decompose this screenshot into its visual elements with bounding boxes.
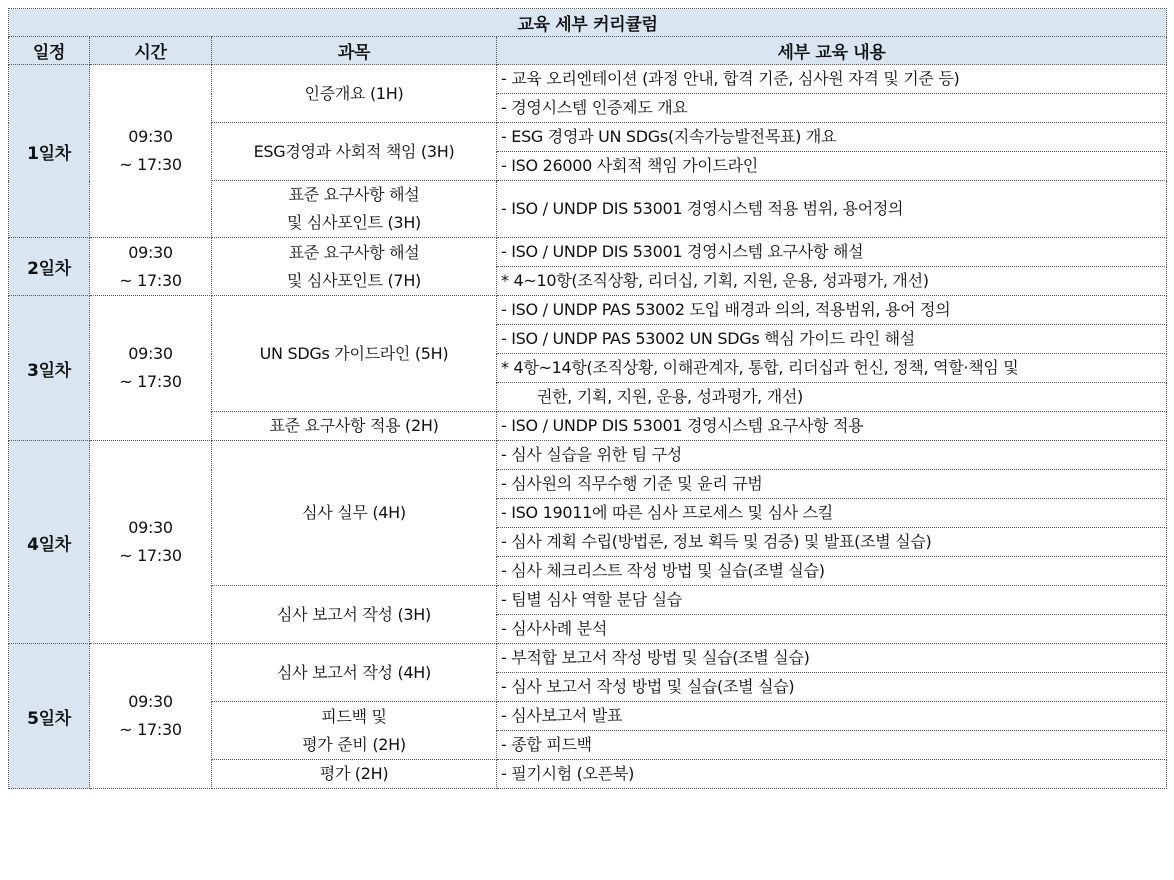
detail-line: - 종합 피드백 (497, 731, 1167, 760)
detail-line: - 심사사례 분석 (497, 615, 1167, 644)
table-row (9, 296, 1167, 325)
subject-line: 및 심사포인트 (3H) (286, 213, 421, 232)
time-end: ~ 17:30 (119, 546, 182, 565)
day-5-label: 5일차 (9, 644, 90, 789)
subject-cell: 심사 실무 (4H) (212, 441, 497, 586)
day-4-label: 4일차 (9, 441, 90, 644)
subject-cell: UN SDGs 가이드라인 (5H) (212, 296, 497, 412)
detail-line: - ISO / UNDP DIS 53001 경영시스템 요구사항 해설 (497, 238, 1167, 267)
detail-line: * 4~10항(조직상황, 리더십, 기획, 지원, 운용, 성과평가, 개선) (497, 267, 1167, 296)
detail-line: 권한, 기획, 지원, 운용, 성과평가, 개선) (497, 383, 1167, 412)
detail-line: - ISO / UNDP DIS 53001 경영시스템 적용 범위, 용어정의 (497, 181, 1167, 238)
header-subject: 과목 (212, 37, 497, 65)
subject-cell: 표준 요구사항 적용 (2H) (212, 412, 497, 441)
subject-cell (212, 238, 497, 296)
subject-cell: 심사 보고서 작성 (3H) (212, 586, 497, 644)
detail-line: - ISO / UNDP DIS 53001 경영시스템 요구사항 적용 (497, 412, 1167, 441)
detail-line: - 심사 계획 수립(방법론, 정보 획득 및 검증) 및 발표(조별 실습) (497, 528, 1167, 557)
header-schedule: 일정 (9, 37, 90, 65)
time-start: 09:30 (128, 344, 173, 363)
subject-cell (212, 181, 497, 238)
day-1-time (90, 65, 212, 238)
time-start: 09:30 (128, 518, 173, 537)
header-time: 시간 (90, 37, 212, 65)
detail-line: - 심사 실습을 위한 팀 구성 (497, 441, 1167, 470)
header-details: 세부 교육 내용 (497, 37, 1167, 65)
time-end: ~ 17:30 (119, 270, 182, 290)
detail-line: - ESG 경영과 UN SDGs(지속가능발전목표) 개요 (497, 123, 1167, 152)
day-5-time (90, 644, 212, 789)
curriculum-table-wrapper (8, 8, 1167, 789)
detail-line: - 심사원의 직무수행 기준 및 윤리 규범 (497, 470, 1167, 499)
detail-line: - 심사 체크리스트 작성 방법 및 실습(조별 실습) (497, 557, 1167, 586)
detail-line: - 팀별 심사 역할 분담 실습 (497, 586, 1167, 615)
table-row (9, 65, 1167, 94)
detail-line: - ISO 26000 사회적 책임 가이드라인 (497, 152, 1167, 181)
table-row (9, 441, 1167, 470)
day-3-label: 3일차 (9, 296, 90, 441)
time-end: ~ 17:30 (119, 720, 182, 739)
subject-line: 피드백 및 (321, 706, 387, 726)
detail-line: - ISO / UNDP PAS 53002 도입 배경과 의의, 적용범위, 용어 정의 (497, 296, 1167, 325)
day-2-time (90, 238, 212, 296)
header-row (9, 37, 1167, 65)
subject-line: 및 심사포인트 (7H) (286, 270, 421, 290)
time-start: 09:30 (128, 692, 173, 711)
table-title: 교육 세부 커리큘럼 (9, 9, 1167, 37)
detail-line: - 심사 보고서 작성 방법 및 실습(조별 실습) (497, 673, 1167, 702)
subject-line: 평가 준비 (2H) (302, 734, 406, 754)
detail-line: - ISO 19011에 따른 심사 프로세스 및 심사 스킬 (497, 499, 1167, 528)
day-4-time (90, 441, 212, 644)
time-end: ~ 17:30 (119, 155, 182, 174)
table-row (9, 644, 1167, 673)
detail-line: - 심사보고서 발표 (497, 702, 1167, 731)
detail-line: * 4항~14항(조직상황, 이해관계자, 통합, 리더십과 헌신, 정책, 역할·책임 및 (497, 354, 1167, 383)
detail-line: - ISO / UNDP PAS 53002 UN SDGs 핵심 가이드 라인 해설 (497, 325, 1167, 354)
day-3-time (90, 296, 212, 441)
time-start: 09:30 (128, 127, 173, 146)
subject-cell: 심사 보고서 작성 (4H) (212, 644, 497, 702)
time-end: ~ 17:30 (119, 372, 182, 391)
subject-line: 표준 요구사항 해설 (288, 242, 420, 262)
table-row (9, 238, 1167, 267)
subject-cell (212, 702, 497, 760)
detail-line: - 교육 오리엔테이션 (과정 안내, 합격 기준, 심사원 자격 및 기준 등) (497, 65, 1167, 94)
day-1-label: 1일차 (9, 65, 90, 238)
detail-line: - 필기시험 (오픈북) (497, 760, 1167, 789)
time-start: 09:30 (128, 242, 173, 262)
subject-cell: 평가 (2H) (212, 760, 497, 789)
title-row (9, 9, 1167, 37)
subject-cell: 인증개요 (1H) (212, 65, 497, 123)
subject-cell: ESG경영과 사회적 책임 (3H) (212, 123, 497, 181)
detail-line: - 경영시스템 인증제도 개요 (497, 94, 1167, 123)
curriculum-table (8, 8, 1167, 789)
day-2-label: 2일차 (9, 238, 90, 296)
subject-line: 표준 요구사항 해설 (288, 185, 420, 204)
detail-line: - 부적합 보고서 작성 방법 및 실습(조별 실습) (497, 644, 1167, 673)
